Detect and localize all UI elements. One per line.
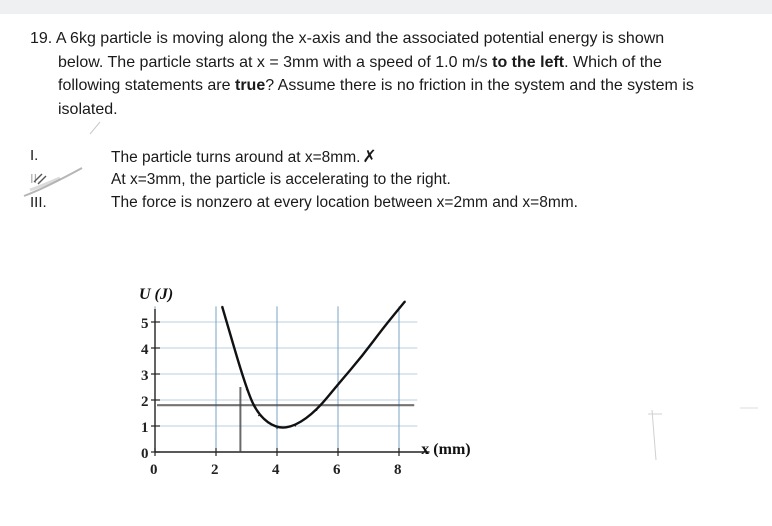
y-tick-label: 1 (141, 420, 149, 436)
curve-point (316, 410, 317, 411)
curve-point (276, 428, 277, 429)
potential-energy-curve (222, 301, 405, 427)
curve-point (295, 425, 296, 426)
x-tick-label: 2 (211, 462, 219, 478)
question-line-1: A 6kg particle is moving along the x-axis and the associated potential energy is shown (55, 30, 665, 47)
y-tick-label: 0 (141, 446, 149, 462)
curve-point (222, 306, 223, 307)
question-emphasis-left: to the left (492, 53, 565, 71)
y-tick-label: 2 (141, 394, 149, 410)
curve-point (405, 301, 406, 302)
question-text (30, 27, 730, 121)
question-line-3-part-a: following statements are (58, 77, 235, 94)
top-bar (0, 0, 772, 14)
y-tick-label: 5 (141, 316, 149, 332)
curve-point (246, 389, 247, 390)
curve-point (362, 355, 363, 356)
x-tick-label: 0 (150, 462, 158, 478)
potential-energy-graph (120, 262, 510, 487)
curve-point (258, 415, 259, 416)
y-axis-title: U (J) (139, 286, 174, 303)
pencil-tick-mark (86, 118, 106, 138)
statement-3-label: III. (30, 194, 47, 211)
y-tick-label: 4 (141, 342, 149, 358)
statement-2: At x=3mm, the particle is accelerating to the right. (111, 171, 451, 188)
y-tick-label: 3 (141, 368, 149, 384)
question-line-2-part-c: . Which of the (564, 53, 662, 71)
question-number: 19. (30, 30, 53, 47)
statement-1-label: I. (30, 147, 39, 164)
statement-1 (111, 147, 377, 167)
curve-point (337, 384, 338, 385)
x-tick-label: 4 (272, 462, 280, 478)
question-line-3 (30, 74, 730, 98)
question-emphasis-true: true (234, 77, 266, 94)
question-line-2-part-a: below. The particle starts at x = 3mm with a speed of 1.0 m/s (58, 53, 493, 71)
cross-mark: ✗ (362, 147, 377, 166)
x-tick-label: 8 (394, 462, 402, 478)
question-line-3-part-c: ? Assume there is no friction in the system and the system is (265, 77, 694, 94)
x-axis-title: x (mm) (421, 441, 471, 458)
statement-1-text: The particle turns around at x=8mm. (111, 149, 361, 166)
statement-3: The force is nonzero at every location between x=2mm and x=8mm. (111, 194, 578, 211)
curve-point (383, 327, 384, 328)
scribble-mark (20, 160, 90, 205)
faint-scan-marks (640, 400, 760, 470)
x-tick-label: 6 (333, 462, 341, 478)
question-line-4: isolated. (58, 100, 118, 118)
statement-2-label: II. (30, 171, 41, 186)
question-line-2 (30, 51, 730, 75)
